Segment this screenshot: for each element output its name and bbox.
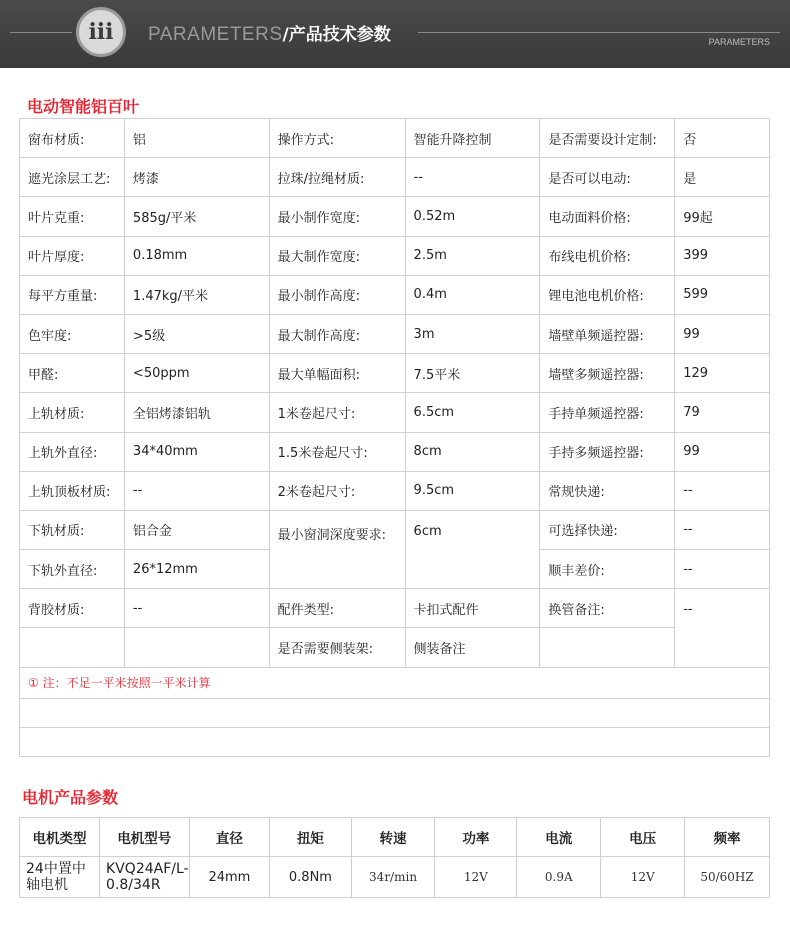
spec-value: 599 [675, 275, 770, 314]
spec-value: 2.5m [405, 236, 540, 275]
table-row [20, 354, 770, 393]
spec-label: 窗布材质: [20, 119, 125, 158]
banner-divider [418, 32, 780, 33]
spec-label: 上轨材质: [20, 393, 125, 432]
spec-value: 129 [675, 354, 770, 393]
spec-label: 配件类型: [269, 589, 405, 628]
spec-label: 是否可以电动: [540, 158, 675, 197]
spec-value: 否 [675, 119, 770, 158]
motor-table-header [20, 818, 770, 857]
column-header: 直径 [189, 818, 270, 857]
spec-label: 是否需要侧装架: [269, 628, 405, 667]
banner-divider [10, 32, 72, 33]
spec-label: 最大单幅面积: [269, 354, 405, 393]
column-header: 转速 [351, 818, 435, 857]
spec-value: -- [675, 510, 770, 549]
spec-value: 99起 [675, 197, 770, 236]
spec-value: 智能升降控制 [405, 119, 540, 158]
table-row [20, 393, 770, 432]
motor-spec-value: 34r/min [351, 857, 435, 898]
spec-label: 最小窗洞深度要求: [269, 510, 405, 588]
column-header: 电流 [517, 818, 601, 857]
banner-caption: PARAMETERS [708, 37, 770, 47]
banner-title [148, 20, 391, 46]
spec-value: 7.5平米 [405, 354, 540, 393]
spec-value: -- [124, 589, 269, 628]
spec-value: 卡扣式配件 [405, 589, 540, 628]
spec-label: 拉珠/拉绳材质: [269, 158, 405, 197]
table-row [20, 314, 770, 353]
spec-label: 上轨顶板材质: [20, 471, 125, 510]
spec-value: 烤漆 [124, 158, 269, 197]
table-row [20, 589, 770, 628]
table-row [20, 510, 770, 549]
column-header: 频率 [685, 818, 770, 857]
spec-label: 叶片厚度: [20, 236, 125, 275]
table-row [20, 471, 770, 510]
spec-value: 0.4m [405, 275, 540, 314]
spec-label: 布线电机价格: [540, 236, 675, 275]
spec-label: 墙壁单频遥控器: [540, 314, 675, 353]
spec-label: 手持单频遥控器: [540, 393, 675, 432]
spec-label: 操作方式: [269, 119, 405, 158]
spec-value: <50ppm [124, 354, 269, 393]
spec-value: 9.5cm [405, 471, 540, 510]
header-banner [0, 0, 790, 68]
spec-label: 顺丰差价: [540, 550, 675, 589]
table-row [20, 857, 770, 898]
spec-label: 最小制作高度: [269, 275, 405, 314]
motor-spec-value: 50/60HZ [685, 857, 770, 898]
spec-value: >5级 [124, 314, 269, 353]
spec-value: 585g/平米 [124, 197, 269, 236]
spec-value: 99 [675, 432, 770, 471]
banner-title-en: PARAMETERS [148, 24, 283, 45]
column-header: 功率 [435, 818, 517, 857]
spec-value: -- [405, 158, 540, 197]
spec-label [20, 628, 125, 667]
spec-value: 1.47kg/平米 [124, 275, 269, 314]
spec-label: 背胶材质: [20, 589, 125, 628]
spec-value: 0.18mm [124, 236, 269, 275]
banner-title-cn: /产品技术参数 [282, 25, 391, 45]
empty-row [20, 727, 770, 756]
spec-value: -- [675, 589, 770, 667]
section-title-motor: 电机产品参数 [22, 788, 119, 807]
area-note: ① 注：不足一平米按照一平米计算 [20, 667, 770, 698]
spec-value: 全铝烤漆铝轨 [124, 393, 269, 432]
spec-label: 每平方重量: [20, 275, 125, 314]
table-row [20, 197, 770, 236]
blinds-spec-table [19, 118, 770, 757]
spec-label: 2米卷起尺寸: [269, 471, 405, 510]
motor-spec-table [19, 817, 770, 898]
spec-label: 上轨外直径: [20, 432, 125, 471]
motor-spec-value: 0.8Nm [270, 857, 352, 898]
table-row [20, 275, 770, 314]
spec-label: 下轨材质: [20, 510, 125, 549]
spec-label: 换管备注: [540, 589, 675, 628]
spec-value: 399 [675, 236, 770, 275]
spec-label: 甲醛: [20, 354, 125, 393]
note-row [20, 667, 770, 698]
spec-label [540, 628, 675, 667]
motor-spec-value: 12V [435, 857, 517, 898]
spec-value: 侧装备注 [405, 628, 540, 667]
spec-label: 可选择快递: [540, 510, 675, 549]
motor-spec-value: 12V [601, 857, 685, 898]
spec-value: 铝合金 [124, 510, 269, 549]
section-title-blinds: 电动智能铝百叶 [27, 97, 140, 116]
section-number-badge: iii [76, 7, 126, 57]
table-row [20, 432, 770, 471]
spec-value: 6.5cm [405, 393, 540, 432]
spec-label: 1.5米卷起尺寸: [269, 432, 405, 471]
spec-value: 34*40mm [124, 432, 269, 471]
empty-row [20, 698, 770, 727]
spec-label: 叶片克重: [20, 197, 125, 236]
column-header: 电机型号 [100, 818, 190, 857]
spec-label: 色牢度: [20, 314, 125, 353]
motor-spec-value: 24中置中轴电机 [20, 857, 100, 898]
spec-value: -- [675, 550, 770, 589]
spec-label: 最大制作高度: [269, 314, 405, 353]
spec-label: 最小制作宽度: [269, 197, 405, 236]
spec-value: 0.52m [405, 197, 540, 236]
empty-cell [20, 727, 770, 756]
spec-value [124, 628, 269, 667]
spec-value: 26*12mm [124, 550, 269, 589]
spec-value: -- [124, 471, 269, 510]
spec-label: 电动面料价格: [540, 197, 675, 236]
spec-label: 1米卷起尺寸: [269, 393, 405, 432]
spec-label: 遮光涂层工艺: [20, 158, 125, 197]
spec-label: 手持多频遥控器: [540, 432, 675, 471]
motor-spec-value: 0.9A [517, 857, 601, 898]
spec-value: 是 [675, 158, 770, 197]
column-header: 电压 [601, 818, 685, 857]
column-header: 电机类型 [20, 818, 100, 857]
spec-value: -- [675, 471, 770, 510]
spec-label: 是否需要设计定制: [540, 119, 675, 158]
spec-value: 3m [405, 314, 540, 353]
table-row [20, 119, 770, 158]
spec-label: 下轨外直径: [20, 550, 125, 589]
table-row [20, 158, 770, 197]
spec-label: 墙壁多频遥控器: [540, 354, 675, 393]
spec-value: 79 [675, 393, 770, 432]
spec-label: 最大制作宽度: [269, 236, 405, 275]
table-row [20, 628, 770, 667]
empty-cell [20, 698, 770, 727]
spec-value: 6cm [405, 510, 540, 588]
table-row [20, 236, 770, 275]
motor-spec-value: KVQ24AF/L-0.8/34R [100, 857, 190, 898]
spec-label: 锂电池电机价格: [540, 275, 675, 314]
spec-value: 8cm [405, 432, 540, 471]
spec-value: 99 [675, 314, 770, 353]
column-header: 扭矩 [270, 818, 352, 857]
spec-label: 常规快递: [540, 471, 675, 510]
motor-spec-value: 24mm [189, 857, 270, 898]
spec-value: 铝 [124, 119, 269, 158]
